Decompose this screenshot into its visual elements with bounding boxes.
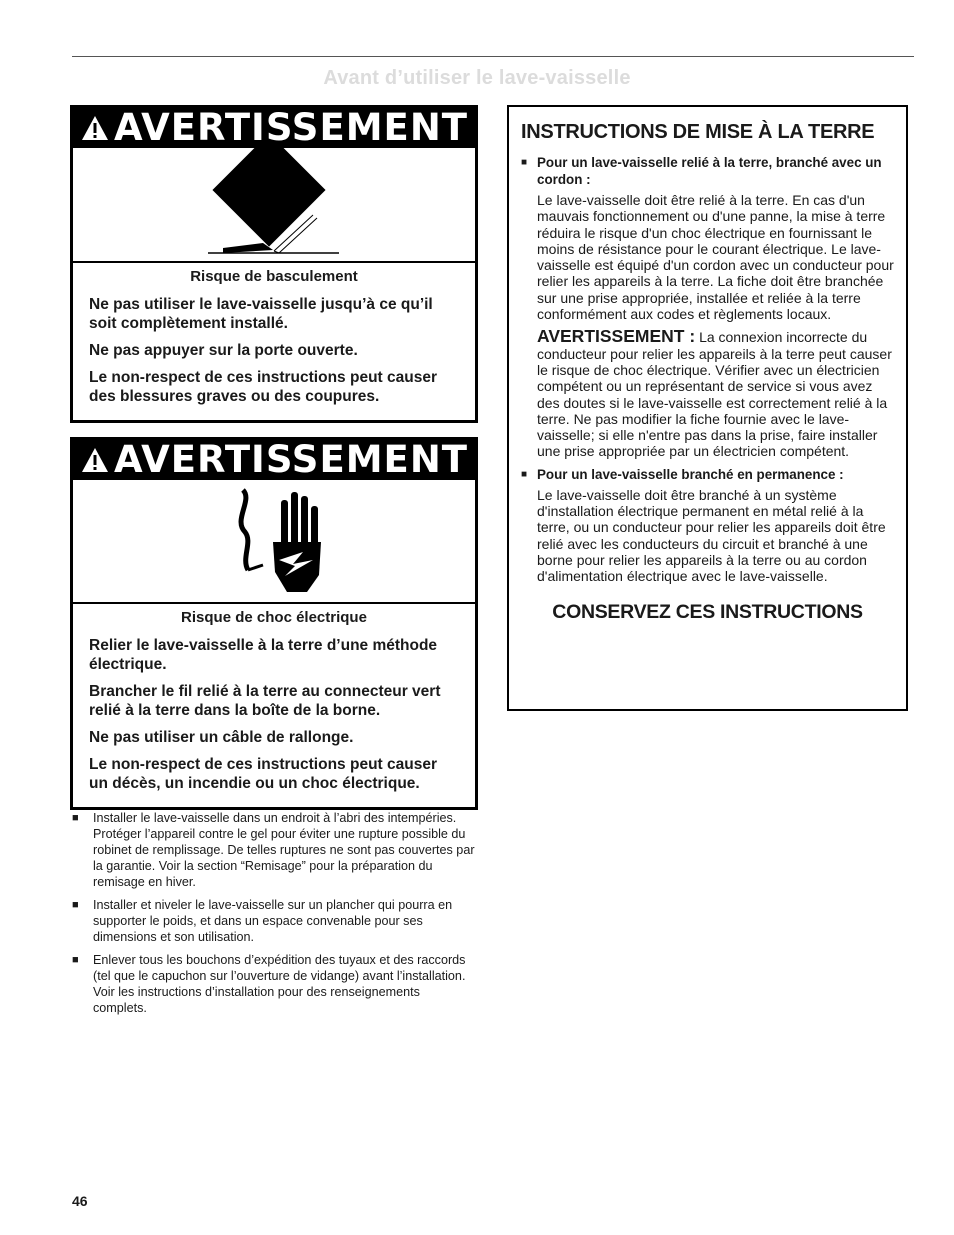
warning-banner [73, 108, 475, 148]
list-item [72, 952, 476, 1016]
square-bullet-icon: ■ [72, 899, 79, 911]
list-item-text: Installer et niveler le lave-vaisselle sur un plancher qui pourra en supporter le poids, et dans un espace convenable pour ses dimensions et son utilisation. [93, 898, 453, 944]
warning-subtitle: Risque de choc électrique [181, 609, 367, 626]
warning-line: Brancher le fil relié à la terre au connecteur vert relié à la terre dans la boîte de la borne. [89, 683, 441, 719]
grounding-bullet-permanent: Pour un lave-vaisselle branché en permanence : [537, 466, 844, 482]
warning-line: Ne pas utiliser un câble de rallonge. [89, 729, 354, 746]
tip-over-icon [73, 148, 475, 261]
electric-shock-pictogram [73, 480, 475, 604]
list-item [521, 154, 894, 188]
installation-bullets [72, 810, 476, 1023]
electric-shock-icon [73, 480, 475, 602]
grounding-instructions-box [507, 105, 908, 711]
warning-banner-text: AVERTISSEMENT [113, 106, 469, 149]
top-rule [72, 56, 914, 57]
warning-line: Le non-respect de ces instructions peut causer un décès, un incendie ou un choc électrique. [89, 756, 437, 792]
square-bullet-icon: ■ [521, 157, 528, 168]
page-header-title: Avant d’utiliser le lave-vaisselle [323, 67, 631, 89]
square-bullet-icon: ■ [521, 468, 528, 480]
list-item [72, 810, 476, 890]
warning-line: Ne pas utiliser le lave-vaisselle jusqu’à ce qu’il soit complètement installé. [89, 296, 433, 332]
warning-banner-text: AVERTISSEMENT [113, 438, 469, 481]
warning-line: Ne pas appuyer sur la porte ouverte. [89, 342, 358, 359]
warning-triangle-icon [80, 113, 110, 143]
list-item [72, 897, 476, 945]
list-item-text: Enlever tous les bouchons d’expédition des tuyaux et des raccords (tel que le capuchon sur l’ouverture de vidange) avant l’installation. Voir les instructions d’installation pour des renseignements complets. [93, 953, 466, 1015]
warning-line: Le non-respect de ces instructions peut causer des blessures graves ou des coupures. [89, 369, 437, 405]
list-item [521, 466, 894, 483]
warning-box-electric-shock [70, 437, 478, 810]
grounding-warning-label: AVERTISSEMENT : [537, 326, 696, 347]
warning-line: Relier le lave-vaisselle à la terre d’une méthode électrique. [89, 637, 438, 673]
list-item-text: Installer le lave-vaisselle dans un endroit à l’abri des intempéries. Protéger l’appareil contre le gel pour éviter une rupture possible du robinet de remplissage. De telles ruptures ne sont pas couvertes par la garantie. Voir la section “Remisage” pour la préparation du remisage en hiver. [93, 811, 475, 889]
grounding-title: INSTRUCTIONS DE MISE À LA TERRE [521, 121, 875, 143]
square-bullet-icon: ■ [72, 812, 79, 824]
warning-subtitle: Risque de basculement [190, 268, 358, 285]
grounding-warning [537, 328, 894, 459]
page-number: 46 [72, 1193, 88, 1209]
warning-triangle-icon [80, 445, 110, 475]
tip-over-pictogram [73, 148, 475, 263]
save-instructions-heading: CONSERVEZ CES INSTRUCTIONS [552, 600, 863, 623]
grounding-paragraph-permanent: Le lave-vaisselle doit être branché à un système d'installation électrique permanent en métal relié à la terre, ou un conducteur pour relier les appareils doit être relié avec les conducteurs du circuit et branché à une borne pour relier les appareils à la terre ou au cordon d'alimentation électrique avec le lave-vaisselle. [537, 486, 886, 585]
grounding-paragraph-corded: Le lave-vaisselle doit être relié à la terre. En cas d'un mauvais fonctionnement ou d'une panne, la mise à terre réduira le risque d'un choc électrique en fournissant le moins de résistance pour le courant électrique. Le lave-vaisselle est équipé d'un cordon avec un conducteur pour relier les appareils à la terre. La fiche doit être branchée sur une prise appropriée, installée et reliée à la terre conformément aux codes et règlements locaux. [537, 192, 894, 323]
grounding-bullet-corded: Pour un lave-vaisselle relié à la terre, branché avec un cordon : [537, 155, 882, 187]
warning-box-tip-over [70, 105, 478, 423]
square-bullet-icon: ■ [72, 954, 79, 966]
grounding-warning-text: La connexion incorrecte du conducteur pour relier les appareils à la terre peut causer le risque de choc électrique. Vérifier avec un électricien compétent ou un représentant de service si vous avez des doutes si le lave-vaisselle est correctement relié à la terre. Ne pas modifier la fiche fournie avec le lave-vaisselle; si elle n'entre pas dans la prise, faire installer une prise appropriée par un électricien compétent. [537, 329, 892, 460]
warning-banner [73, 440, 475, 480]
